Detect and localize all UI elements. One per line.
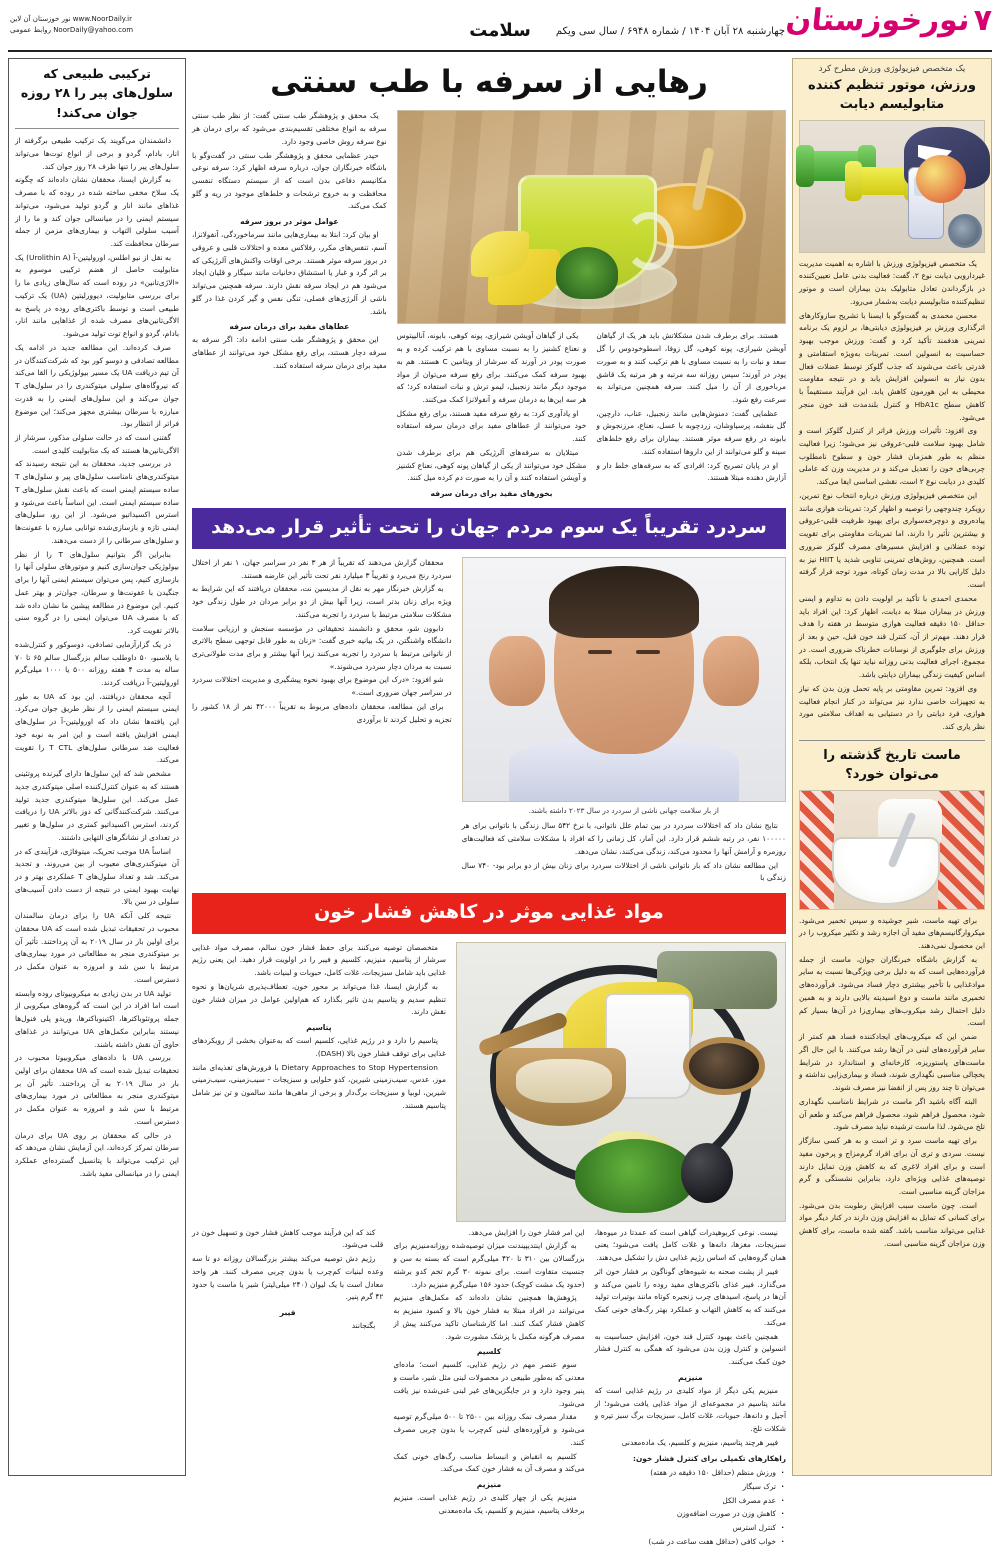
section-title: سلامت — [469, 20, 531, 41]
hand-left-icon — [489, 636, 545, 706]
paragraph: به گزارش خبرنگار مهر به نقل از مدیسین نت، محققان دریافتند که این شرایط به ویژه برای زنان بدتر است، زیرا آنها بیش از دو برابر مردان در طول زندگی خود مشکلات سلامتی مرتبط با سردرد را تجربه می‌کنند. — [192, 584, 452, 619]
paragraph: منیزیم یکی از چهار کلیدی در رژیم غذایی است. منیزیم برخلاف پتاسیم، منیزیم و کلسیم، یک ماده‌معدنی — [393, 1493, 585, 1515]
paragraph: پژوهش‌ها همچنین نشان داده‌اند که مکمل‌های منیزیم می‌توانند در افراد مبتلا به فشار خون بالا و کمبود منیزیم به کاهش فشار کمک کنند. اما کارشناسان تاکید می‌کنند پیش از مصرف هرگونه مکمل با پزشک مشورت شود. — [393, 1293, 585, 1341]
masthead-rule — [8, 50, 992, 52]
sidebar-right-column — [8, 58, 186, 1476]
list-item: . کنترل استرس — [595, 1521, 786, 1535]
paragraph: به گزارش ایسنا، محققان نشان داده‌اند که چگونه یک سلاح مخفی ساخته شده در روده که با مصرف غذاهای مانند انار و گردو تولید می‌شود، می‌تواند سیستم ایمنی را در میانسالی جوان کند و ما را از آسیب سلولی التهاب و بیماری‌های مزمن از جمله سرطان محافظت کند. — [15, 175, 179, 248]
subheading: بخورهای مفید برای درمان سرفه — [430, 489, 553, 499]
subheading: فیبر — [279, 1308, 296, 1318]
headache-article — [192, 557, 786, 886]
paragraph: عظمایی گفت: دمنوش‌هایی مانند زنجبیل، عناب، دارچین، گل بنفشه، پرسیاوشان، زردچوبه با عسل، نعناع، مرزنجوش و بابونه در رفع سرفه موثر هستند. بیماران برای رفع خلط‌های سینه و گلو می‌توانند از این داروها استفاده کنند. — [596, 408, 786, 456]
image-herbal-tea — [397, 110, 786, 324]
left-second-body — [799, 915, 985, 1251]
subheading: عوامل موثر در بروز سرفه — [240, 217, 339, 227]
paragraph: برای تهیه ماست سرد و تر است و به هر کسی سازگار نیست. سردی و تری آن برای افراد گرم‌مزاج و پرخون مفید است و برای افراد لاغری که به کاهش وزن تمایل دارند توصیه‌های غذایی ویژه‌ای دارد، بنابراین نشستگی و گرم مزاجان گزینه مناسبی است. — [799, 1136, 985, 1196]
bp-tips-list — [595, 1466, 786, 1548]
paragraph: او یادآوری کرد: به رفع سرفه مفید هستند، برای رفع مشکل خود می‌توانند از عطاهای مفید برای درمان سرفه استفاده کنند. — [396, 408, 587, 444]
issue-line: چهارشنبه ۲۸ آبان ۱۴۰۴ / شماره ۶۹۴۸ / سال سی ویکم — [555, 26, 785, 37]
paragraph: در یک گزارآزمایی تصادفی، دوسوکور و کنترل‌شده با پلاسبو، ۵۰ داوطلب سالم بزرگسال سالم ۶۵ تا ۷۰ ساله به مدت ۴ هفته روزانه ۵۰۰ یا ۱۰۰۰ میلی‌گرم اوروليتين-آ دریافت کردند. — [15, 639, 180, 687]
paragraph: متخصصان توصیه می‌کنند برای حفظ فشار خون سالم، مصرف مواد غذایی سرشار از پتاسیم، منیزیم، کلسیم و فیبر را در اولویت قرار دهید. این یعنی رژیم غذایی باید شامل سبزیجات، غلات کامل، حبوبات و لبنیات باشد. — [192, 942, 446, 978]
paragraph: فیبر از پشت صحنه به شیوه‌های گوناگون بر فشار خون اثر می‌گذارد. فیبر غذای باکتری‌های مفید روده را تامین می‌کند و آن‌ها در پاسخ، اسیدهای چرب زنجیره کوتاه مانند بوتیرات تولید می‌کنند که به کاهش التهاب و عملکرد بهتر رگ‌های خونی کمک می‌کند. — [594, 1266, 786, 1327]
bp-caption: این امر فشار خون را افزایش می‌دهد. — [468, 1227, 585, 1237]
thyme-herb-icon — [556, 247, 618, 299]
right-divider — [15, 128, 179, 129]
paragraph: البته آگاه باشید اگر ماست در شرایط نامناسب نگهداری شود، محصول فراهم شود، محصول فراهم می‌کند و طعم آن تلخ می‌شود. لذا ماست ترشیده نباید مصرف شود. — [799, 1096, 985, 1132]
image-dumbbells-glucometer — [799, 120, 985, 253]
paragraph: ضمن این که میکروب‌های ایجادکننده فساد هم کمتر از سایر فرآورده‌های لبنی در آن‌ها رشد می‌کنند. با این حال اگر ماست‌های پاستوریزه، کارخانه‌ای و استاندارد در شرایط یخچالی مناسبی نگهداری شوند، فساد و بیماری‌زایی نداشته و می‌توان تا چند روز پس از انقضا نیز مصرف شوند. — [799, 1032, 985, 1093]
paragraph: منیزیم یکی دیگر از مواد کلیدی در رژیم غذایی است که مانند پتاسیم در مجموعه‌ای از مواد غذایی یافت می‌شود؛ از آجیل و دانه‌ها، حبوبات، غلات کامل، سبزیجات برگ سبز تیره و شکلات تلخ. — [594, 1385, 786, 1434]
bp-body-right-top — [192, 942, 446, 1222]
subheading: کلسیم — [476, 1347, 502, 1357]
subheading: منیزیم — [678, 1372, 703, 1382]
hair-icon — [549, 566, 699, 638]
image-yogurt-bowl — [799, 790, 985, 910]
raisins-bowl-icon — [683, 1037, 765, 1095]
right-article-body — [15, 135, 179, 1180]
left-article-body — [799, 258, 985, 734]
paragraph: یک محقق و پژوهشگر طب سنتی گفت: از نظر طب سنتی سرفه به انواع مختلفی تقسیم‌بندی می‌شود که برای درمان هر نوع سرفه روش خاصی وجود دارد. — [192, 111, 387, 146]
bp-body-far-right — [192, 1227, 383, 1548]
bloodpressure-banner: مواد غذایی موثر در کاهش فشار خون — [192, 893, 786, 934]
paragraph: اساساً UA موجب تحریک، میتوفاژی، فرآیندی که در آن میتوکندری‌های معیوب از بین می‌روند، و تجدید می‌کند. شد و تعداد سلول‌های T عملکردی بهتر و در نهایت بهبود ایمنی در نتیجه از دست دادن آسیب‌های سلولی در سن بالا. — [15, 846, 179, 907]
paragraph: این متخصص فیزیولوژی ورزش درباره انتخاب نوع تمرین، رویکرد چندوجهی را توصیه و اظهار کرد: تمرینات هوازی مانند پیاده‌روی و دوچرخه‌سواری برای بهبود ظرفیت قلبی-عروقی و بیشترین تأثیر را دارند، اما تمرینات مقاومتی برای تقویت توده عضلانی و افزایش مسیرهای مصرف گلوکز ضروری است. همچنین، روش‌های تمرینی تناوبی شدید یا HIIT نیز به دلیل کارایی بالا در مدت زمان کوتاه، مورد توجه قرار گرفته است. — [799, 490, 985, 590]
bullets-title: راهکارهای تکمیلی برای کنترل فشار خون: — [633, 1453, 786, 1463]
paragraph: او بیان کرد: ابتلا به بیماری‌هایی مانند سرماخوردگی، آنفولانزا، آسم، تنفس‌های مکرر، رفلاکس معده و اختلالات قلبی و عروقی در بروز سرفه موثر هستند. برخی اوقات واکنش‌های آلرژیکی که بر اثر گرد و غبار یا استنشاق دخانیات مانند سیگار و قلیان ایجاد می‌شود هم در ایجاد سرفه نقش دارند. سرفه همچنین می‌تواند ناشی از آلرژی‌های فصلی، تنگی نفس و گیر کردن غذا در گلو باشد. — [192, 230, 387, 316]
paragraph: صرف کرده‌اند. این مطالعه جدید در ادامه یک مطالعه تصادفی و دوسو کور بود که شرکت‌کنندگان در آن تیم دریافت UA یک مسیر بیولوژیکی را القا می‌کند که نیروگاه‌های سلولی میتوکندری را در سلول‌های T جوان می‌کند و این سلول‌های ایمنی را به قدرت مبارزه با سرطان بیشتری مجهز می‌کند؛ این موضوع فراتر از انتظار بود. — [15, 342, 179, 429]
paragraph: گفتنی است که در حالت سلولی مذکور، سرشار از الاگی‌تانین‌ها هستند که یک متابولیت کلیدی است. — [15, 433, 179, 455]
masthead — [0, 0, 1000, 52]
bp-body-left — [595, 1227, 786, 1548]
left-second-headline: ماست تاریخ گذشته را می‌توان خورد؟ — [823, 747, 961, 782]
image-healthy-foods — [456, 942, 786, 1222]
paragraph: دانشمندان می‌گویند یک ترکیب طبیعی برگرفته از انار، بادام، گردو و برخی از انواع توت‌ها می‌تواند سلول‌های پیر را تنها ظرف ۲۸ روز جوان کند. — [15, 136, 179, 171]
website-url[interactable]: www.NoorDaily.ir — [72, 15, 132, 23]
sidebar-left-column — [792, 58, 992, 1476]
paragraph: کند که این فرآیند موجب کاهش فشار خون و تسهیل خون در قلب می‌شود. — [192, 1227, 384, 1250]
contact-info — [10, 14, 133, 35]
paragraph: نتیجه کلی آنکه UA را برای درمان سالمندان محبوب در تحقیقات تبدیل شده است که UA محققان برای اولین بار در سال ۲۰۱۹ به آن پرداختند. تأثیر آن بر میتوکندری منجر به مطالعاتی در مورد بیماری‌های مرتبط با سن شد و امروزه به عنوان مکمل در دسترس است. — [15, 911, 179, 984]
paragraph: برای تهیه ماست، شیر جوشیده و سپس تخمیر می‌شود. میکروارگانیسم‌های مفید آن اجازه رشد و تکثیر میکروب را در این محصول نمی‌دهند. — [799, 915, 985, 951]
spinach-icon — [575, 1139, 695, 1213]
subheading: منیزیم — [476, 1479, 502, 1489]
bp-body-center — [393, 1227, 584, 1548]
cough-article — [192, 110, 786, 501]
list-item: . خواب کافی (حداقل هفت ساعت در شب) — [595, 1535, 786, 1548]
list-item: . کاهش وزن در صورت اضافه‌وزن — [595, 1507, 786, 1521]
paragraph: پتاسیم را دارد و در رژیم غذایی، کلسیم است که به‌عنوان بخشی از رویکردهای غذایی برای توقف فشار خون بالا (DASH). — [192, 1036, 446, 1058]
paragraph: بنابراین اگر بتوانیم سلول‌های T را از نظر بیولوژیکی جوان‌سازی کنیم و موتورهای سلولی آنها را بازسازی کنیم، پس می‌توان سیستم ایمنی آنها را برای جنگیدن با عفونت‌ها و سرطان، جوان‌تر و بهتر عمل کنیم. این موضوع در مطالعه پیشین ما نشان داده شد که با مصرف UA می‌توان ایمنی را در گروه سنی بالاتر تقویت کرد. — [15, 549, 179, 636]
paragraph: بگنجانند — [351, 1321, 376, 1331]
paragraph: Dietary Approaches to Stop Hypertension با فرورش‌های تغذیه‌ای مانند موز، عدس، سیب‌زمینی شیرین، کدو حلوایی و سبزیجات - سیب‌زمینی، سیب‌زمینی شیرین، لوبیا و سبزیجات برگ‌دار و برخی از ماهی‌ها مانند سالمون و تن نیز شامل پتاسیم هستند. — [192, 1062, 446, 1110]
paragraph: حیدر عظمایی محقق و پژوهشگر طب سنتی در گفت‌وگو با باشگاه خبرنگاران جوان، درباره سرفه اظهار کرد: سرفه نوعی مکانیسم دفاعی بدن است که از سیستم دستگاه تنفسی محافظت و به خروج ترشحات و خلط‌های موجود در ریه و گلو کمک می‌کند. — [192, 150, 387, 211]
paragraph: محسن محمدی به گفت‌وگو با ایسنا با تشریح سازوکارهای اثرگذاری ورزش بر فیزیولوژی دیابتی‌ها، بر لزوم یک برنامه تمرینی هدفمند تأکید کرد و گفت: ورزش موجب بهبود حساسیت به انسولین است. تمرینات به‌ویژه استقامتی و قدرتی باعث می‌شوند که جذب گلوکز توسط عضلات فعال بدون نیاز به انسولین افزایش یابد و در نتیجه مقاومت محیطی به این هورمون کاهش یابد. این فرآیند مستقیماً با کاهش سطح HbA1c و کنترل بلندمدت قند خون منجر می‌شود. — [799, 310, 985, 422]
headache-caption: از بار سلامت جهانی ناشی از سردرد در سال ۲۰۲۳ داشته باشند. — [528, 805, 719, 815]
paragraph: یک متخصص فیزیولوژی ورزش با اشاره به اهمیت مدیریت غیردارویی دیابت نوع ۲، گفت: فعالیت بدنی عامل تعیین‌کننده در بازگرداندن تعادل متابولیک بدن بیماران است و موتور تنظیم‌کننده متابولیسم دیابت به‌شمار می‌رود. — [799, 258, 985, 306]
cough-body-mid — [596, 330, 786, 501]
paragraph: محققان گزارش می‌دهند که تقریباً از هر ۳ نفر در سراسر جهان، ۱ نفر از اختلال سردرد رنج می‌برد و تقریباً ۳ میلیارد نفر تحت تأثیر این عارضه هستند. — [192, 557, 452, 580]
headache-banner: سردرد تقریباً یک سوم مردم جهان را تحت تأثیر قرار می‌دهد — [192, 508, 786, 549]
paragraph: توليد UA در بدن زیادی به میکروبیوتای روده وابسته است اما افراد در این است که گروه‌های میکروبی از جمله پروتئوباکترها، اکتینوباکترها، وریدو پلی فنول‌ها نیستند بنابراین مکمل‌های UA می‌توانند در غذاهای حاوی آن نقش داشته باشند. — [15, 988, 179, 1049]
logo-text: نورخوزستان — [784, 3, 972, 38]
paragraph: برای این مطالعه، محققان داده‌های مربوط به تقریباً ۴۲۰۰۰ نفر از ۱۸ کشور را تجزیه و تحلیل کردند تا برآوردی — [192, 701, 452, 724]
paragraph: این مطالعه نشان داد که بار ناتوانی ناشی از اختلالات سردرد برای زنان بیش از دو برابر بود- ۷۴۰ سال زندگی با — [461, 860, 786, 883]
bloodpressure-article — [192, 942, 786, 1222]
eye-left-icon — [588, 650, 612, 654]
list-item: . عدم مصرف الکل — [595, 1494, 786, 1508]
subheading: عطاهای مفید برای درمان سرفه — [229, 322, 350, 332]
paragraph: وی افزود: تأثیرات ورزش فراتر از کنترل گلوکز است و شامل بهبود سلامت قلبی-عروقی نیز می‌شود؛ زیرا فعالیت منظم به طور همزمان فشار خون و سطوح نامطلوب چربی‌های خون را تعدیل می‌کند و در مدیریت وزن که عاملی کلیدی در دیابت نوع ۲ است، نقشی اساسی ایفا می‌کند. — [799, 426, 985, 487]
paragraph: شو افزود: «درک این موضوع برای بهبود نحوه پیشگیری و مدیریت اختلالات سردرد در سراسر جهان ضروری است.» — [192, 675, 452, 698]
headache-body-mid — [462, 820, 786, 885]
bp-bulb-icon — [681, 1143, 733, 1203]
left-headline: ورزش، موتور تنظیم کننده متابولیسم دیابت — [808, 78, 976, 112]
paragraph: به گزارش باشگاه خبرنگاران جوان، ماست از جمله فرآورده‌هایی است که به دلیل برخی ویژگی‌ها نسبت به سایر موادغذایی با تأخیر بیشتری دچار فساد می‌شود. فرآورده‌های تخمیری مانند ماست و دوغ اسیدیته بالایی دارند و به همین دلیل احتمال رشد میکروب‌های بیماری‌زا در آن‌ها بسیار کم است. — [799, 954, 985, 1028]
paragraph: نتایج نشان داد که اختلالات سردرد در بین تمام علل ناتوانی، با نرخ ۵۴۲ سال زندگی با ناتوانی برای هر ۱۰۰۰۰۰ نفر، در رتبه ششم قرار دارد. این آمار، کل زمانی را که افراد با مشکلات سلامتی که فعالیت‌های روزمره و آرامش آنها را محدود می‌کند، زندگی می‌کنند، نشان می‌دهد. — [461, 821, 786, 856]
paragraph: در حالی که محققان بر روی UA برای درمان سرطان تمرکز کرده‌اند، این آزمایش نشان می‌دهد که این ترکیب می‌تواند با پتانسیل گسترده‌ای عملکرد ایمنی را در میانسالی مفید باشد. — [15, 1130, 179, 1178]
paragraph: مشخص شد که این سلول‌ها دارای گیرنده پروتئینی هستند که به عنوان کنترل‌کننده اصلی میتوکندری جدید عمل می‌کند. این سلول‌ها میتوکندری جدید تولید می‌کنند. شرکت‌کنندگانی که دوز بالاتر UA را دریافت کردند، استرس اکسیداتیو کمتری در سلول‌ها و تغییر در تعدادی از نشانگرهای التهابی داشتند. — [15, 769, 179, 842]
bp-lower-columns — [192, 1227, 786, 1548]
paragraph: به گزارش ایسنا، غذا می‌تواند بر محور خون، تعطاف‌پذیری شریان‌ها و نحوه تنظیم سدیم و پتاسیم بدن تاثیر بگذارد که هم‌اولین عوامل در میزان فشار خون نقش دارند. — [192, 981, 446, 1017]
left-divider — [799, 740, 985, 741]
paragraph: مقدار مصرف نمک روزانه بین ۲۵۰۰ تا ۵۰۰ میلی‌گرم توصیه می‌شود و فرآورده‌های لبنی کم‌چرب یا بدون چربی مصرف کنند. — [393, 1412, 585, 1447]
paragraph: به گزارش اینتدیپیندنت میزان توصیه‌شده روزانه‌منیزیم برای بزرگسالان بین ۳۱۰ تا ۴۲۰ میلی‌گرم است که بسته به سن و جنسیت متفاوت است. برای نمونه ۳۰ گرم تخم کدو برشته (حدود یک مشت کوچک) حدود ۱۵۶ میلی‌گرم منیزیم دارد. — [393, 1241, 585, 1289]
paragraph: او در پایان تصریح کرد: افرادی که به سرفه‌های خلط دار و آزارش دهنده مبتلا هستند. — [596, 460, 786, 483]
paragraph: به نقل از نیو اطلس، اوروليتين-آ (Urolithin A) یک متابولیت حاصل از هضم ترکیبی موسوم به «الاژی‌تانین» در روده است که سال‌های زیادی ما را برای بررسی متابولیت، دیوورلیتین (UA) یک ترکیب طبیعی است و توسط باکتری‌های روده در پاسخ به الاگی‌تانین‌های مصرف شده از غذاهایی مانند انار، بادام، گردو و انواع توت تولید می‌شود. — [15, 252, 179, 339]
paragraph: در بررسی جدید، محققان به این نتیجه رسیدند که میتوکندری‌های نامناسب سلول‌های پیر و سلول‌های T ساده سیستم ایمنی است که باعث نقش سلول‌های T ساده سیستم ایمنی است. این اساساً باعث می‌شود و استرس اکسیداتیو می‌شود. از این رو، سلول‌های ایمنی تازه و بازسازی‌شده توانایی مبارزه با عفونت‌ها و سلول‌های سرطانی را از دست می‌دهند. — [15, 459, 179, 545]
oats-icon — [516, 1059, 612, 1103]
main-column — [192, 58, 786, 1546]
paragraph: محمدی احمدی با تأکید بر اولویت دادن به تداوم و ایمنی ورزش در بیماران مبتلا به دیابت، اظهار کرد: این افراد باید حداقل ۱۵۰ دقیقه فعالیت هوازی متوسط در هفته را هدف قرار دهند. مهم‌تر از آن، کنترل قند خون قبل، حین و بعد از ورزش برای جلوگیری از نوسانات خطرناک ضروری است. در مجموع، اجرای فعالیت بدنی روزانه نباید تنها یک انتخاب، بلکه اساس کیفیت زندگی بیماران دیابتی باشد. — [799, 593, 985, 680]
eye-right-icon — [636, 650, 660, 654]
image-man-headache — [462, 557, 786, 802]
main-headline: رهایی از سرفه با طب سنتی — [270, 64, 708, 100]
paragraph: سوم عنصر مهم در رژیم غذایی، کلسیم است؛ ماده‌ای معدنی که به‌طور طبیعی در محصولات لبنی مثل شیر، ماست و پنیر وجود دارد و در جایگزین‌های غیر لبنی غنی‌شده نیز یافت می‌شود. — [393, 1360, 585, 1408]
paragraph: یکی از گیاهان آویشن شیرازی، پونه کوهی، بابونه، آنالیپتوس و نعناع کشنیز را به نسبت مساوی با هم ترکیب کرده و به صورت پودر در آورند که سرشار از ویتامین C هستند. هم به بهبود سرفه کمک می‌کنند. برای رفع سرفه می‌توان از مواد موجود دیگر مانند زنجبیل، لیمو ترش و نبات استفاده کرد؛ که هر سه این‌ها به درمان سرفه و آنفولانزا کمک می‌کنند. — [396, 331, 587, 404]
paragraph: وی افزود: تمرین مقاومتی بر پایه تحمل وزن بدن که نیاز به تجهیزات خاصی ندارد نیز می‌تواند در کنار انجام فعالیت هوازی، فرد دیابتی را در دستیابی به اهداف سلامتی مورد نظر یاری کند. — [799, 683, 985, 732]
right-headline: ترکیبی طبیعی که سلول‌های پیر را ۲۸ روزه جوان می‌کند! — [20, 66, 174, 120]
paragraph: رژیم دش توصیه می‌کند بیشتر بزرگسالان روزانه دو تا سه وعده لبنیات کم‌چرب یا بدون چربی مصرف کنند. هر واحد معادل است با یک لیوان (۲۴۰ میلی‌لیتر) شیر یا ماست یا حدود ۴۲ گرم پنیر. — [192, 1254, 384, 1302]
paragraph: فیبر هرچند پتاسیم، منیزیم و کلسیم، یک ماده‌معدنی — [621, 1437, 778, 1447]
cough-body-right — [192, 110, 387, 501]
paragraph: نیست. نوعی کربوهیدرات گیاهی است که عمدتا در میوه‌ها، سبزیجات، مغزها، دانه‌ها و غلات کامل یافت می‌شود؛ یعنی همان گروه‌هایی که اساس رژیم غذایی دش را تشکیل می‌دهند. — [594, 1227, 786, 1263]
paragraph: است. چون ماست سبب افزایش رطوبت بدن می‌شود. برای کسانی که تمایل به افزایش وزن دارند در کنار دیگر مواد غذایی می‌تواند مناسب باشد. گفته شده ماست، برای کاهش وزن مزاجان گزینه مناسبی است. — [799, 1200, 985, 1248]
paragraph: هستند. برای برطرف شدن مشکلاتش باید هر یک از گیاهان آویشن شیرازی، پونه کوهی، گل زوفا، اسطوخودوس را گل سعد و نبات را به نسبت مساوی با هم ترکیب کنند و به صورت پودر در آورند؛ سپس روزانه سه مرتبه و هر مرتبه یک قاشق مرباخوری از آن را میل کنند. سرفه همچنین می‌تواند به سرعت رفع شود. — [596, 331, 786, 404]
paragraph: آنچه محققان دریافتند، این بود که UA به طور ایمنی سیستم ایمنی را از نظر طریق جوان می‌کرد. این یافته‌ها نشان داد که اوروليتين-آ در سلول‌های ایمنی افزایش یافته است و این امر به نوبه خود فعالیت ضد سرطانی سلول‌های T CTL را تقویت می‌کند. — [15, 691, 179, 765]
checkered-cloth-left — [800, 791, 834, 909]
subheading: پتاسیم — [306, 1023, 332, 1033]
checkered-cloth-right — [938, 791, 984, 909]
email-address[interactable]: NoorDaily@yahoo.com — [53, 25, 134, 34]
paragraph: بررسی UA با داده‌های میکروبیوتا محبوب در تحقیقات تبدیل شده است که UA محققان برای اولین بار در سال ۲۰۱۹ به آن پرداختند. تأثیر آن بر میتوکندری منجر به مطالعاتی در مورد بیماری‌های مرتبط با سن شد و امروزه به عنوان مکمل در دسترس است. — [15, 1053, 179, 1126]
email-label: روابط عمومی — [10, 25, 51, 34]
hand-right-icon — [703, 636, 759, 706]
page-number: ۷ — [973, 3, 992, 38]
left-kicker: یک متخصص فیزیولوژی ورزش مطرح کرد — [818, 64, 966, 74]
website-label: نور خوزستان آن لاین — [10, 15, 71, 23]
stethoscope-icon — [948, 214, 982, 248]
paragraph: دابوون شو، محقق و دانشمند تحقیقاتی در مؤسسه سنجش و ارزیابی سلامت دانشگاه واشنگتن، در یک بیانیه خبری گفت: «زنان به طور قابل توجهی سطح بالاتری از ناتوانی مرتبط با سردرد را تجربه می‌کنند زیرا آنها بیشتر و برای مدت طولانی‌تری نسبت به مردان دچار سردرد می‌شوند.» — [192, 623, 452, 671]
headache-body-right — [192, 557, 452, 886]
yogurt-bowl-icon — [832, 837, 940, 905]
list-item: . ترک سیگار — [595, 1480, 786, 1494]
paragraph: این محقق و پژوهشگر طب سنتی ادامه داد: اگر سرفه به سرفه دچار هستند، برای رفع مشکل خود می‌توانند از عطاهای مفید برای درمان سرفه استفاده کنند. — [192, 335, 387, 370]
paragraph: مبتلایان به سرفه‌های آلرژیکی هم برای برطرف شدن مشکل خود می‌توانند از یکی از گیاهان پونه کوهی، نعناع کشنیز و آویشن استفاده کنند و آن را به صورت دم کرده میل کنند. — [396, 447, 587, 483]
paragraph: همچنین باعث بهبود کنترل قند خون، افزایش حساسیت به انسولین و کنترل وزن بدن می‌شود که همگی به کنترل فشار خون کمک می‌کنند. — [594, 1331, 786, 1367]
apple-icon — [916, 155, 966, 203]
paragraph: کلسیم به انقباض و انبساط مناسب رگ‌های خونی کمک می‌کند و مصرف آن به فشار خون کمک می‌کند. — [393, 1451, 585, 1474]
cough-body-mid2 — [397, 330, 587, 501]
list-item: . ورزش منظم (حداقل ۱۵۰ دقیقه در هفته) — [595, 1466, 786, 1480]
